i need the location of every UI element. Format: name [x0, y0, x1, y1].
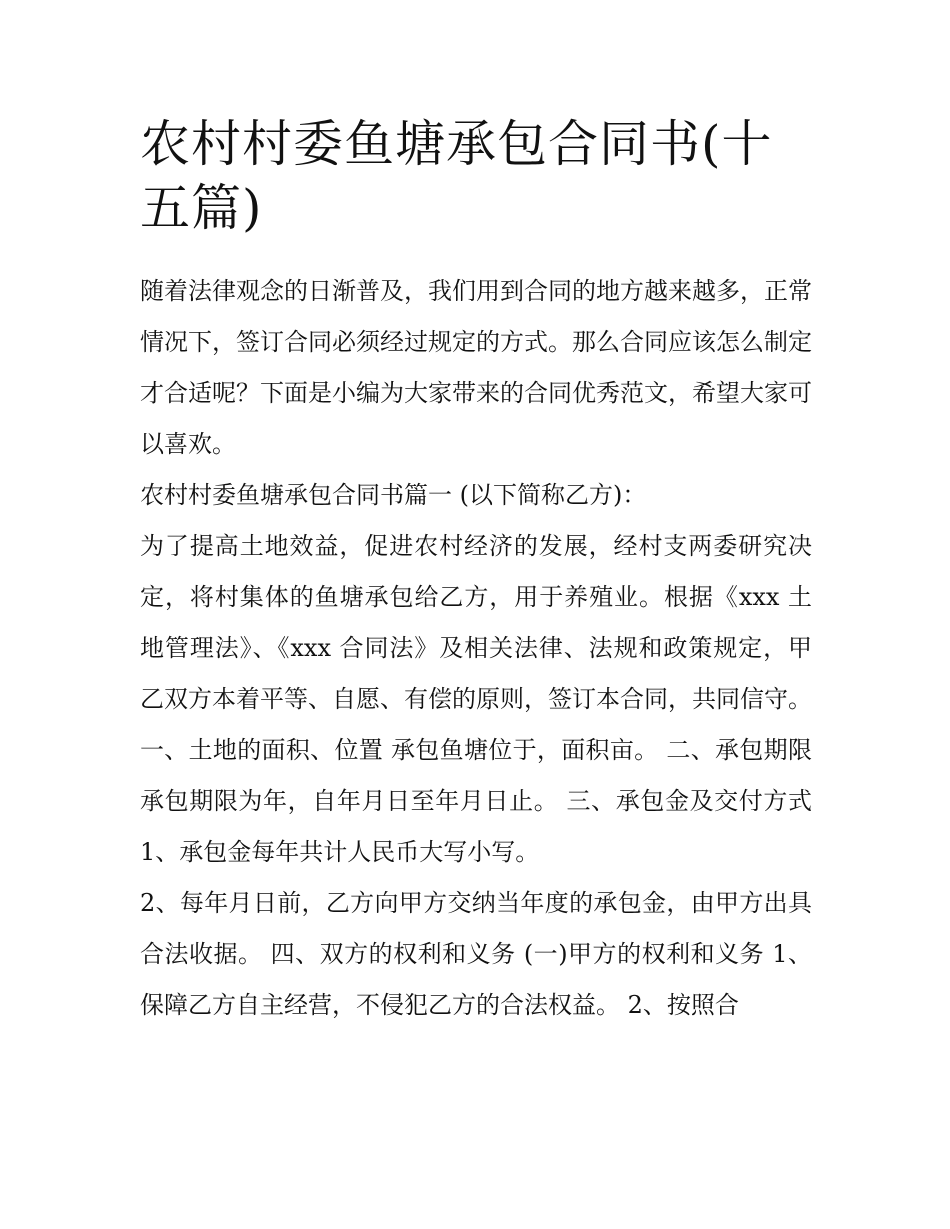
clauses-paragraph: 一、土地的面积、位置 承包鱼塘位于，面积亩。 二、承包期限 承包期限为年，自年月日至年月日止。 三、承包金及交付方式 1、承包金每年共计人民币大写小写。: [140, 736, 812, 866]
rights-paragraph: 2、每年月日前，乙方向甲方交纳当年度的承包金，由甲方出具合法收据。 四、双方的权利和义务 (一)甲方的权利和义务 1、保障乙方自主经营，不侵犯乙方的合法权益。 2、按照合: [140, 889, 812, 1019]
section-heading-paragraph: 农村村委鱼塘承包合同书篇一 (以下简称乙方)：: [140, 481, 647, 509]
document-title: 农村村委鱼塘承包合同书(十五篇): [140, 115, 773, 237]
preamble-paragraph: 为了提高土地效益，促进农村经济的发展，经村支两委研究决定，将村集体的鱼塘承包给乙方，用于养殖业。根据《xxx 土地管理法》、《xxx 合同法》及相关法律、法规和政策规定，甲乙双方本着平等、自愿、有偿的原则，签订本合同，共同信守。: [140, 532, 812, 713]
document-page: [140, 112, 812, 1031]
intro-paragraph: 随着法律观念的日渐普及，我们用到合同的地方越来越多，正常情况下，签订合同必须经过规定的方式。那么合同应该怎么制定才合适呢？下面是小编为大家带来的合同优秀范文，希望大家可以喜欢。: [140, 277, 812, 458]
